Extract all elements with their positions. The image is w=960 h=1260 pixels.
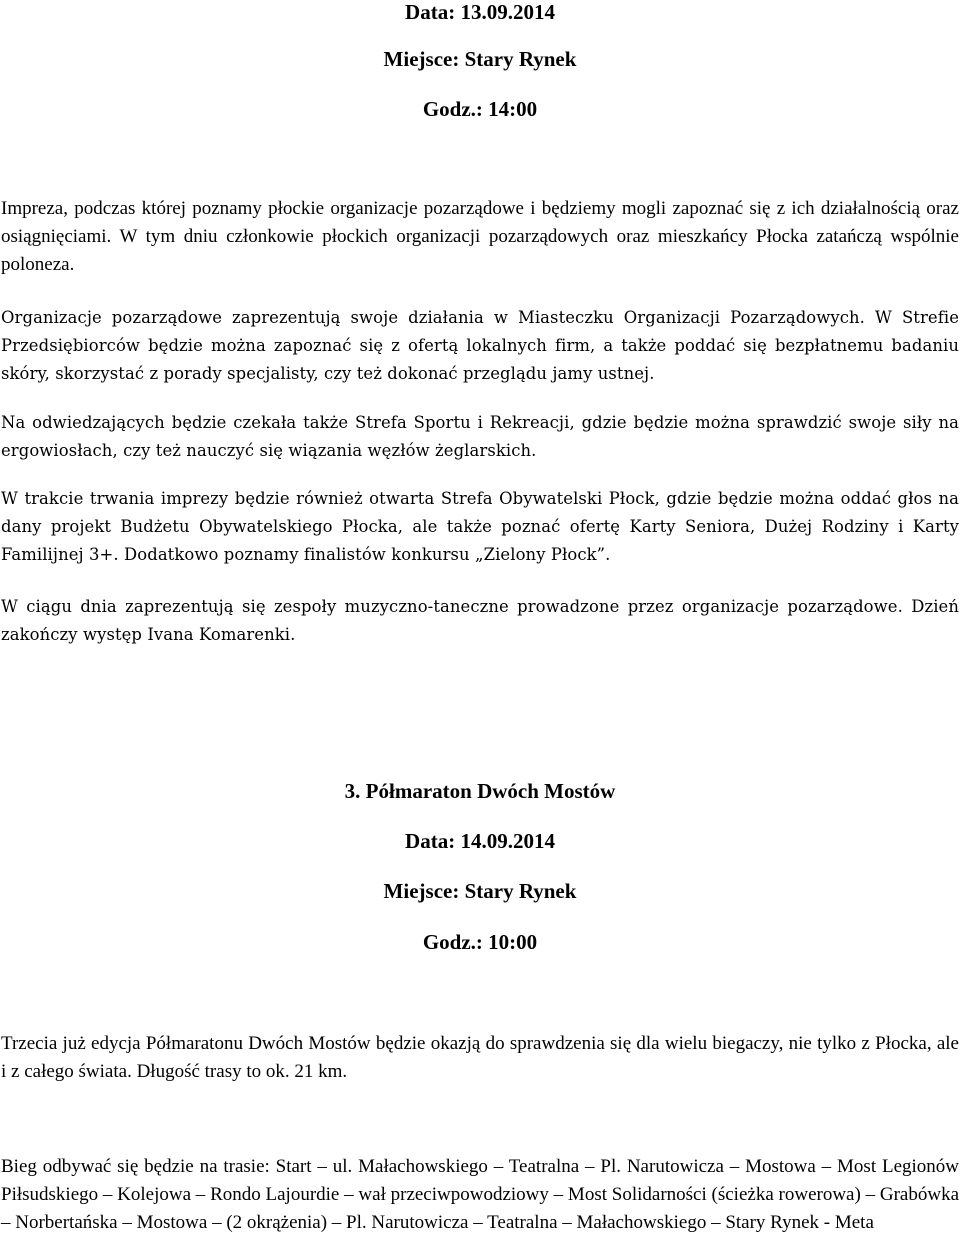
event-paragraph-ngo-town: Organizacje pozarządowe zaprezentują swoje działania w Miasteczku Organizacji Pozarządowych. W Strefie Przedsiębiorców będzie można zapoznać się z ofertą lokalnych firm, a także poddać się bezpłatnemu badaniu skóry, skorzystać z porady specjalisty, czy też dokonać przeglądu jamy ustnej.: [1, 308, 959, 383]
event-place: Miejsce: Stary Rynek: [383, 47, 577, 71]
event-paragraph-sport-zone: Na odwiedzających będzie czekała także Strefa Sportu i Rekreacji, gdzie będzie można sprawdzić swoje siły na ergowiosłach, czy też nauczyć się wiązania węzłów żeglarskich.: [1, 413, 959, 460]
event-date: Data: 13.09.2014: [405, 0, 555, 24]
event-paragraph-intro: Impreza, podczas której poznamy płockie organizacje pozarządowe i będziemy mogli zapoznać się z ich działalnością oraz osiągnięciami. W tym dniu członkowie płockich organizacji pozarządowych oraz mieszkańcy Płocka zatańczą wspólnie poloneza.: [1, 198, 959, 275]
marathon-intro: Trzecia już edycja Półmaratonu Dwóch Mostów będzie okazją do sprawdzenia się dla wielu biegaczy, nie tylko z Płocka, ale i z całego świata. Długość trasy to ok. 21 km.: [1, 1033, 959, 1082]
event-paragraph-civic-zone: W trakcie trwania imprezy będzie również otwarta Strefa Obywatelski Płock, gdzie będzie można oddać głos na dany projekt Budżetu Obywatelskiego Płocka, ale także poznać ofertę Karty Seniora, Dużej Rodziny i Karty Familijnej 3+. Dodatkowo poznamy finalistów konkursu „Zielony Płock”.: [1, 489, 959, 564]
section-title: 3. Półmaraton Dwóch Mostów: [344, 779, 616, 803]
event-time: Godz.: 14:00: [422, 97, 538, 121]
marathon-time: Godz.: 10:00: [422, 930, 538, 954]
marathon-route: Bieg odbywać się będzie na trasie: Start – ul. Małachowskiego – Teatralna – Pl. Narutowicza – Mostowa – Most Legionów Piłsudskiego – Kolejowa – Rondo Lajourdie – wał przeciwpowodziowy – Most Solidarności (ścieżka rowerowa) – Grabówka – Norbertańska – Mostowa – (2 okrążenia) – Pl. Narutowicza – Teatralna – Małachowskiego – Stary Rynek - Meta: [1, 1156, 959, 1233]
marathon-place: Miejsce: Stary Rynek: [383, 879, 577, 903]
event-paragraph-music: W ciągu dnia zaprezentują się zespoły muzyczno-taneczne prowadzone przez organizacje pozarządowe. Dzień zakończy występ Ivana Komarenki.: [1, 597, 959, 644]
marathon-date: Data: 14.09.2014: [405, 829, 555, 853]
